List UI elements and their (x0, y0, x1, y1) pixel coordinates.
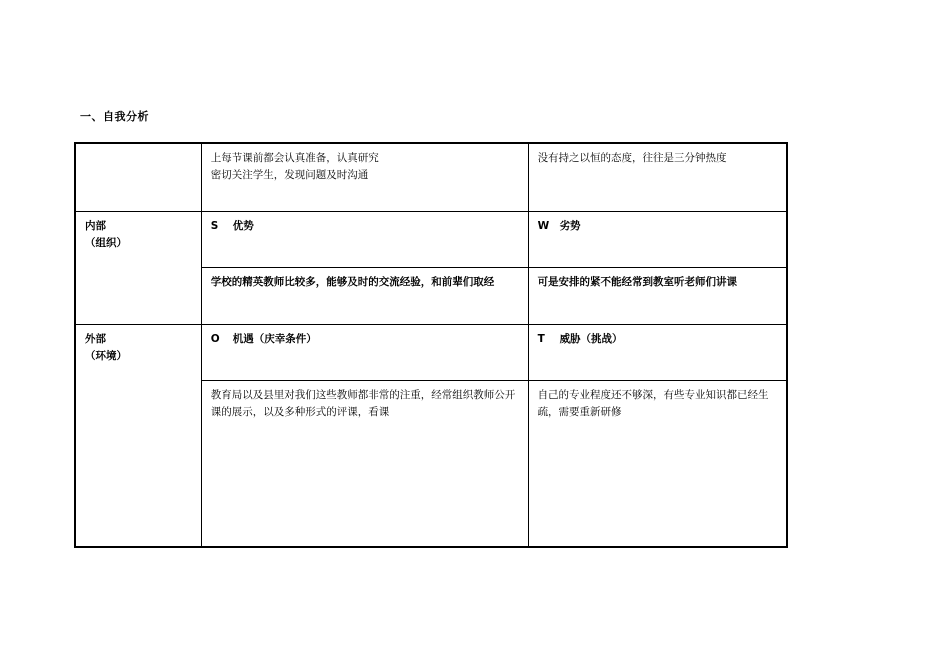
strengths-summary-line: 上每节课前都会认真准备，认真研究 (210, 152, 379, 164)
internal-sublabel: （组织） (85, 236, 127, 249)
external-sublabel: （环境） (85, 349, 127, 362)
empty-label-cell (75, 143, 201, 211)
weakness-title: 劣势 (559, 219, 581, 232)
opportunities-content-cell: 教育局以及县里对我们这些教师都非常的注重，经常组织教师公开课的展示，以及多种形式的评课，看课 (201, 380, 528, 547)
strengths-title: 优势 (232, 219, 254, 232)
strengths-summary-cell (201, 143, 528, 211)
table-row (75, 324, 787, 380)
threats-letter: T (537, 332, 545, 345)
external-label-cell (75, 324, 201, 547)
external-label: 外部 (85, 332, 106, 345)
weakness-summary-cell: 没有持之以恒的态度，往往是三分钟热度 (528, 143, 787, 211)
table-row (75, 211, 787, 267)
weakness-content-cell: 可是安排的紧不能经常到教室听老师们讲课 (528, 267, 787, 324)
threats-header-cell (528, 324, 787, 380)
threats-content-cell: 自己的专业程度还不够深，有些专业知识都已经生疏，需要重新研修 (528, 380, 787, 547)
weakness-letter: W (537, 219, 550, 232)
strengths-header-cell (201, 211, 528, 267)
section-heading: 一、自我分析 (80, 110, 149, 123)
internal-label-cell (75, 211, 201, 324)
strengths-letter: S (210, 219, 219, 232)
weakness-header-cell (528, 211, 787, 267)
strengths-summary-line: 密切关注学生，发现问题及时沟通 (210, 169, 369, 181)
swot-table (74, 142, 788, 548)
table-row (75, 143, 787, 211)
opportunities-header-cell (201, 324, 528, 380)
strengths-content-cell: 学校的精英教师比较多，能够及时的交流经验，和前辈们取经 (201, 267, 528, 324)
opportunities-letter: O (210, 332, 220, 345)
internal-label: 内部 (85, 219, 106, 232)
threats-title: 威胁（挑战） (559, 332, 623, 345)
opportunities-title: 机遇（庆幸条件） (232, 332, 317, 345)
